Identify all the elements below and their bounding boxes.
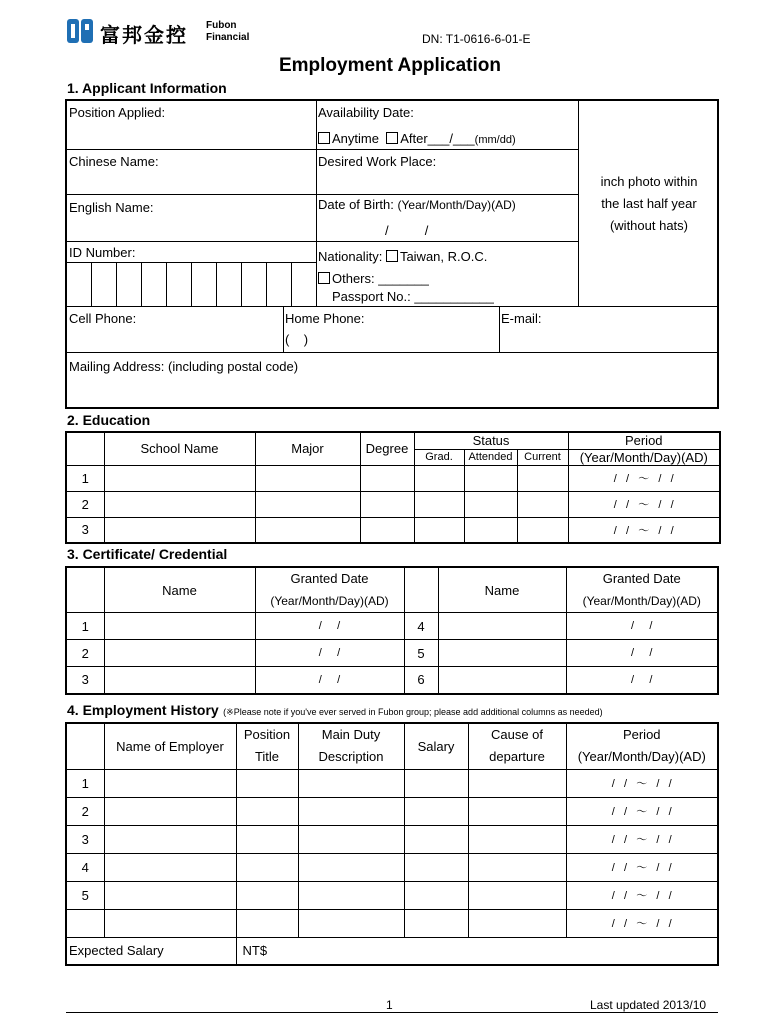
dob-format: (Year/Month/Day)(AD) — [397, 198, 516, 212]
education-table — [65, 431, 721, 544]
table-row — [66, 491, 720, 517]
dob-slashes: / / — [385, 223, 429, 238]
table-row: 1 / / ～ / / — [66, 769, 718, 797]
position-applied-label: Position Applied: — [69, 105, 166, 120]
others-checkbox[interactable] — [318, 272, 330, 284]
taiwan-label: Taiwan, R.O.C. — [399, 249, 488, 264]
after-date-format: (mm/dd) — [474, 134, 516, 146]
table-row: / / ～ / / — [66, 909, 718, 937]
footer-line — [66, 1012, 718, 1013]
table-row: 2 / / ～ / / — [66, 797, 718, 825]
fubon-logo-icon — [66, 18, 94, 44]
table-row — [66, 465, 720, 491]
document-number: DN: T1-0616-6-01-E — [422, 32, 531, 46]
applicant-table — [65, 99, 719, 409]
cause-header: Cause of departure — [468, 723, 566, 769]
table-row: 5 / / ～ / / — [66, 881, 718, 909]
period-blank[interactable]: / / ～ / / — [568, 491, 720, 517]
nationality-label: Nationality: — [318, 249, 383, 264]
home-phone-label: Home Phone: — [285, 311, 365, 326]
table-row: 1 / / 4 / / — [66, 613, 718, 640]
section-education-heading: 2. Education — [67, 412, 151, 428]
last-updated: Last updated 2013/10 — [590, 998, 707, 1012]
logo-english-1: Fubon — [206, 20, 237, 31]
others-label: Others: _______ — [332, 271, 429, 286]
anytime-label: Anytime — [332, 131, 379, 146]
photo-text-1: inch photo within — [600, 174, 698, 189]
attended-header: Attended — [464, 449, 517, 465]
english-name-label: English Name: — [69, 200, 154, 215]
period-blank[interactable]: / / ～ / / — [568, 517, 720, 543]
availability-label: Availability Date: — [318, 105, 414, 120]
logo-english-2: Financial — [206, 32, 250, 43]
page-title: Employment Application — [278, 55, 502, 76]
table-row: 3 / / ～ / / — [66, 825, 718, 853]
table-row: 2 / / 5 / / — [66, 640, 718, 667]
photo-text-3: (without hats) — [609, 218, 689, 233]
id-number-label: ID Number: — [69, 245, 136, 260]
home-phone-paren: ( ) — [285, 332, 309, 347]
row-number: 2 — [66, 491, 104, 517]
row-number: 1 — [66, 465, 104, 491]
employment-table — [65, 722, 719, 966]
status-header: Status — [414, 432, 568, 449]
emp-period-header: Period (Year/Month/Day)(AD) — [566, 723, 718, 769]
position-title-header: Position Title — [236, 723, 298, 769]
granted-header-left: Granted Date (Year/Month/Day)(AD) — [255, 567, 404, 613]
period-blank[interactable]: / / ～ / / — [568, 465, 720, 491]
anytime-checkbox[interactable] — [318, 132, 330, 144]
section-certificate-heading: 3. Certificate/ Credential — [67, 546, 228, 562]
cell-phone-label: Cell Phone: — [69, 311, 137, 326]
dob-label — [318, 197, 516, 212]
section-applicant-heading: 1. Applicant Information — [67, 80, 227, 96]
availability-options — [318, 131, 516, 146]
mailing-address-label: Mailing Address: (including postal code) — [69, 359, 299, 374]
cert-name-header-left: Name — [104, 567, 255, 613]
logo-chinese: 富邦金控 — [100, 25, 188, 47]
photo-text-2: the last half year — [601, 196, 697, 211]
duty-header: Main Duty Description — [298, 723, 404, 769]
table-row: 4 / / ～ / / — [66, 853, 718, 881]
period-header: Period — [568, 432, 720, 449]
page-number: 1 — [386, 998, 393, 1012]
table-row: 3 / / 6 / / — [66, 667, 718, 694]
grad-header: Grad. — [414, 449, 464, 465]
after-checkbox[interactable] — [386, 132, 398, 144]
taiwan-checkbox[interactable] — [386, 250, 398, 262]
photo-area — [579, 171, 719, 237]
table-row — [66, 517, 720, 543]
after-date-blank: ___/___ — [427, 131, 475, 146]
current-header: Current — [517, 449, 568, 465]
major-header: Major — [255, 432, 360, 465]
cert-name-header-right: Name — [438, 567, 566, 613]
certificate-table — [65, 566, 719, 695]
salary-header: Salary — [404, 723, 468, 769]
others-line — [318, 271, 429, 286]
fubon-logo — [66, 18, 250, 48]
work-place-label: Desired Work Place: — [318, 154, 437, 169]
passport-label: Passport No.: ___________ — [332, 289, 494, 304]
employer-header: Name of Employer — [104, 723, 236, 769]
email-label: E-mail: — [501, 311, 542, 326]
period-format-header: (Year/Month/Day)(AD) — [568, 449, 720, 465]
expected-salary-value[interactable]: NT$ — [236, 937, 718, 965]
granted-header-right: Granted Date (Year/Month/Day)(AD) — [566, 567, 718, 613]
degree-header: Degree — [360, 432, 414, 465]
after-label: After — [400, 131, 428, 146]
nationality-line — [318, 249, 487, 264]
school-name-header: School Name — [104, 432, 255, 465]
dob-text: Date of Birth: — [318, 197, 394, 212]
chinese-name-label: Chinese Name: — [69, 154, 159, 169]
section-employment-heading: 4. Employment History (※Please note if you've ever served in Fubon group; please add additional columns as needed) — [67, 702, 603, 718]
expected-salary-label: Expected Salary — [66, 937, 236, 965]
employment-note: (※Please note if you've ever served in Fubon group; please add additional columns as needed) — [223, 707, 603, 717]
row-number: 3 — [66, 517, 104, 543]
